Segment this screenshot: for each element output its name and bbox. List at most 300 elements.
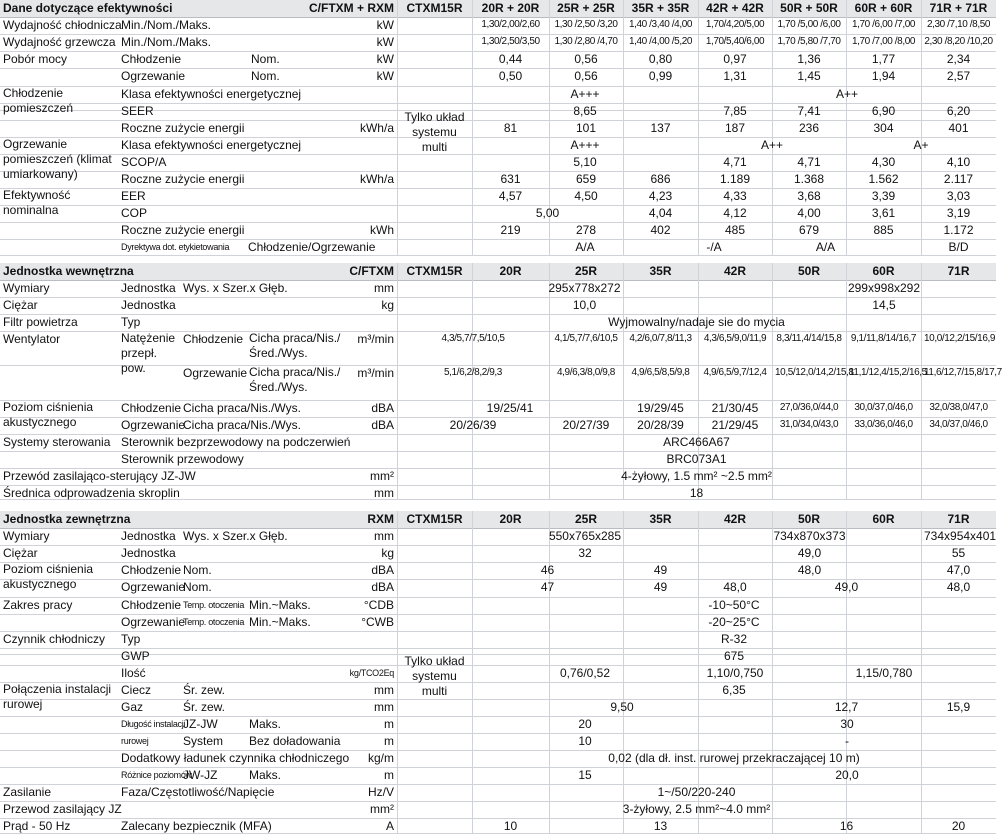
table-cell: Ogrzewanie [121,418,186,432]
table-cell: Wys. x Szer.x Głęb. [183,529,288,543]
table-cell: 27,0/36,0/44,0 [779,402,839,413]
table-cell: Min./Nom./Maks. [121,35,212,49]
header-cell: C/FTXM [349,264,394,278]
table-cell: 10 [503,819,518,833]
header-cell: 50R [797,512,820,526]
table-cell: 137 [650,121,671,135]
table-cell: 485 [724,223,746,237]
table-cell: 30 [840,717,854,731]
table-cell: 5,00 [535,206,560,220]
table-cell: Wymiary [3,529,50,543]
table-cell: 31,0/34,0/43,0 [779,419,839,430]
table-cell: mm² [370,802,394,816]
table-cell: 5,1/6,2/8,2/9,3 [444,367,502,378]
table-cell: Ogrzewanie [183,366,248,380]
table-cell: -/A [706,240,722,254]
table-cell: Nom. [251,52,280,66]
table-cell: 679 [798,223,820,237]
table-cell: 7,85 [723,104,747,118]
table-cell: kWh/a [359,172,394,186]
table-cell: 49,0 [797,546,822,560]
table-cell: rurowej [121,736,149,746]
table-cell: JW-JZ [183,768,218,782]
header-cell: Jednostka zewnętrzna [3,512,131,526]
header-cell: 25R + 25R [557,1,615,15]
table-cell: 299x998x292 [847,281,921,295]
header-cell: Dane dotyczące efektywności [3,1,173,15]
table-cell: 9,1/11,8/14/16,7 [850,333,917,344]
table-cell: 20 [951,819,966,833]
table-cell: 0,44 [498,52,523,66]
table-cell: 885 [873,223,894,237]
table-cell: 2,57 [946,69,971,83]
header-cell: CTXM15R [406,264,463,278]
table-cell: 1,70 /7,00 /8,00 [851,36,916,47]
section-outdoor [0,511,996,833]
table-cell: Tylko układ systemu multi [404,110,465,154]
table-cell: 30,0/37,0/46,0 [854,402,913,413]
table-cell: Chłodzenie pomieszczeń [3,86,74,115]
table-cell: 1.562 [868,172,899,186]
table-cell: 4,04 [648,206,673,220]
table-cell: 686 [650,172,671,186]
table-cell: 33,0/36,0/46,0 [854,419,913,430]
table-cell: m³/min [357,366,394,380]
table-cell: 2,30 /7,10 /8,50 [926,19,991,30]
table-cell: 278 [575,223,597,237]
table-cell: 2,30 /8,20 /10,20 [924,36,993,47]
table-cell: Nom. [183,563,212,577]
table-cell: Gaz [121,700,144,714]
table-cell: 7,41 [797,104,821,118]
table-cell: Jednostka [121,529,176,543]
table-cell: 8,3/11,4/14/15,8 [776,333,842,344]
table-cell: B/D [948,240,969,254]
table-cell: 48,0 [723,580,747,594]
table-cell: Wymiary [3,281,50,295]
header-cell: 71R + 71R [929,1,988,15]
table-cell: ARC466A67 [663,435,730,449]
table-cell: - [845,734,849,748]
table-cell: °CWB [361,615,394,629]
table-cell: 0,02 (dla dł. inst. rurowej przekraczającej 10 m) [608,751,860,765]
table-cell: Klasa efektywności energetycznej [121,138,302,152]
table-cell: 20/28/39 [637,418,684,432]
table-cell: 4,3/5,7/7,5/10,5 [441,333,505,344]
table-cell: Jednostka [121,281,176,295]
table-cell: Chłodzenie [121,563,182,577]
table-cell: 4,2/6,0/7,8/11,3 [629,333,692,344]
table-cell: kW [376,18,394,32]
header-cell: 35R [649,512,672,526]
table-cell: Temp. otoczenia [183,617,245,627]
section-indoor [0,263,1002,500]
table-cell: A/A [575,240,595,254]
table-cell: Chłodzenie/Ogrzewanie [248,240,376,254]
table-cell: 4,33 [723,189,747,203]
table-cell: Śr. zew. [183,700,226,714]
table-cell: Wys. x Szer.x Głęb. [183,281,288,295]
table-cell: -20~25°C [708,615,760,629]
table-cell: 1,94 [871,69,896,83]
table-cell: 1,77 [871,52,896,66]
table-cell: 20 [578,717,592,731]
table-cell: SEER [121,104,154,118]
header-cell: 20R + 20R [481,1,540,15]
table-cell: 4-żyłowy, 1.5 mm² ~2.5 mm² [621,469,772,483]
table-cell: JZ-JW [183,717,218,731]
table-cell: 659 [575,172,597,186]
table-cell: Różnice poziomów [121,770,192,780]
table-cell: kg [381,546,394,560]
table-cell: Cicha praca/Nis./ Śred./Wys. [249,331,341,360]
table-cell: 1.172 [943,223,974,237]
row-divider [0,255,996,256]
table-cell: 4,23 [648,189,673,203]
table-cell: A++ [835,87,859,101]
table-cell: Faza/Częstotliwość/Napięcie [121,785,275,799]
table-cell: 1,36 [797,52,821,66]
table-cell: m³/min [357,332,394,346]
table-cell: 4,1/5,7/7,6/10,5 [554,333,618,344]
table-cell: 48,0 [797,563,822,577]
table-cell: A [385,819,394,833]
table-cell: 20/26/39 [449,418,497,432]
table-cell: Filtr powietrza [3,315,78,329]
header-cell: 60R + 60R [854,1,913,15]
table-cell: Przewod zasilający JZ [3,802,122,816]
table-cell: 2,34 [946,52,971,66]
table-cell: 6,90 [871,104,896,118]
table-cell: 55 [951,546,966,560]
table-cell: 3-żyłowy, 2.5 mm²~4.0 mm² [622,802,771,816]
table-cell: 734x870x373 [773,529,846,543]
table-cell: Nom. [251,69,280,83]
table-cell: Zasilanie [3,785,52,799]
table-cell: 11,6/12,7/15,8/17,7 [924,367,1002,378]
table-cell: 48,0 [946,580,971,594]
table-cell: Ogrzewanie [121,615,186,629]
table-cell: A+++ [570,138,600,152]
table-cell: 1,70 /5,00 /6,00 [777,19,841,30]
table-cell: 3,19 [946,206,971,220]
table-cell: dBA [371,580,394,594]
table-cell: 32 [578,546,592,560]
table-cell: Połączenia instalacji rurowej [3,682,112,711]
table-cell: 1,30/2,00/2,60 [481,19,540,30]
table-cell: 11,1/12,4/15,2/16,5 [849,367,927,378]
table-cell: 20,0 [835,768,859,782]
table-cell: 187 [724,121,746,135]
table-cell: 401 [948,121,969,135]
table-cell: 631 [500,172,521,186]
table-cell: Klasa efektywności energetycznej [121,87,302,101]
table-cell: 1,70 /6,00 /7,00 [851,19,916,30]
table-cell: Przewód zasilająco-sterujący JZ-JW [3,469,196,483]
table-cell: 49 [653,580,668,594]
table-cell: 1,40 /4,00 /5,20 [628,36,693,47]
table-cell: 49 [653,563,668,577]
table-cell: kWh [370,223,394,237]
table-cell: Min./Nom./Maks. [121,18,212,32]
table-cell: m [384,734,394,748]
table-cell: Wyjmowalny/nadaje sie do mycia [608,315,785,329]
table-cell: °CDB [363,598,394,612]
table-cell: Hz/V [367,785,394,799]
table-cell: Systemy sterowania [3,435,111,449]
table-cell: Bez doładowania [249,734,341,748]
table-cell: Cicha praca/Nis./ Śred./Wys. [249,365,341,394]
table-cell: 46 [540,563,555,577]
table-cell: Sterownik bezprzewodowy na podczerwień [121,435,351,449]
table-cell: 0,76/0,52 [559,666,611,680]
table-cell: 675 [723,649,745,663]
table-cell: 8,65 [573,104,597,118]
table-cell: 1,10/0,750 [706,666,764,680]
header-cell: 25R [574,264,597,278]
table-cell: Maks. [249,768,282,782]
table-cell: Roczne zużycie energii [121,223,245,237]
table-cell: 4,71 [723,155,747,169]
table-cell: 4,9/6,5/8,5/9,8 [631,367,690,378]
header-cell: Jednostka wewnętrzna [3,264,134,278]
header-cell: 71R [947,264,970,278]
header-cell: 35R + 35R [631,1,690,15]
table-cell: 81 [503,121,518,135]
table-cell: Jednostka [121,298,176,312]
table-cell: COP [121,206,148,220]
table-cell: Pobór mocy [3,52,68,66]
table-cell: Jednostka [121,546,176,560]
table-cell: 3,68 [797,189,821,203]
table-cell: Maks. [249,717,282,731]
table-cell: 10,0/12,2/15/16,9 [924,333,996,344]
table-cell: Nom. [183,580,212,594]
table-cell: 6,20 [946,104,971,118]
table-cell: dBA [371,401,394,415]
table-cell: dBA [371,418,394,432]
table-cell: mm [374,529,394,543]
table-cell: 47,0 [946,563,971,577]
table-cell: kg [381,298,394,312]
table-cell: BRC073A1 [666,452,727,466]
table-cell: Chłodzenie [121,52,182,66]
table-cell: Sterownik przewodowy [121,452,244,466]
table-cell: R-32 [720,632,747,646]
table-cell: 20/27/39 [562,418,610,432]
table-cell: 18 [689,486,704,500]
table-cell: 32,0/38,0/47,0 [929,402,988,413]
table-cell: mm [374,281,394,295]
table-cell: 3,39 [871,189,896,203]
table-cell: Średnica odprowadzenia skroplin [3,486,180,500]
table-cell: 0,97 [723,52,747,66]
table-cell: 15 [578,768,592,782]
header-cell: 35R [649,264,672,278]
table-cell: GWP [121,649,150,663]
table-cell: mm [374,700,394,714]
table-cell: kW [376,35,394,49]
table-cell: Wentylator [3,332,61,346]
section-eff [0,0,996,255]
table-cell: A+ [913,138,929,152]
table-cell: Dyrektywa dot. etykietowania [121,242,230,252]
table-cell: 304 [873,121,894,135]
table-cell: Wydajność chłodnicza [3,18,122,32]
table-cell: m [384,768,394,782]
table-cell: 34,0/37,0/46,0 [929,419,988,430]
table-cell: Roczne zużycie energii [121,172,245,186]
table-cell: 10,0 [572,298,597,312]
table-cell: -10~50°C [708,598,760,612]
table-cell: Wydajność grzewcza [3,35,116,49]
header-cell: 50R [797,264,820,278]
table-cell: Zalecany bezpiecznik (MFA) [121,819,272,833]
table-cell: Ilość [121,666,146,680]
table-cell: Roczne zużycie energii [121,121,245,135]
table-cell: 4,71 [797,155,821,169]
table-cell: 1,40 /3,40 /4,00 [628,19,693,30]
table-cell: 1,15/0,780 [855,666,913,680]
table-cell: 402 [650,223,671,237]
table-cell: 4,30 [871,155,896,169]
header-cell: 20R [499,512,522,526]
table-cell: 4,3/6,5/9,0/11,9 [703,333,767,344]
table-cell: Ogrzewanie [121,69,186,83]
table-cell: A++ [760,138,784,152]
header-cell: CTXM15R [406,1,463,15]
table-cell: 0,56 [574,69,598,83]
table-cell: 3,61 [871,206,896,220]
table-cell: 49,0 [834,580,859,594]
table-cell: Cicha praca/Nis./Wys. [183,418,301,432]
table-cell: 1,31 [723,69,747,83]
table-cell: 550x765x285 [548,529,622,543]
table-cell: Typ [121,632,141,646]
table-cell: 2.117 [943,172,974,186]
table-cell: 13 [653,819,668,833]
table-cell: Ciężar [3,546,38,560]
table-cell: 1~/50/220-240 [657,785,736,799]
table-cell: 0,50 [498,69,523,83]
table-cell: 10,5/12,0/14,2/15,8 [775,367,854,378]
table-cell: EER [121,189,146,203]
table-cell: 1,30 /2,80 /4,70 [554,36,618,47]
table-cell: 6,35 [722,683,746,697]
table-cell: Śr. zew. [183,683,226,697]
table-cell: 236 [798,121,820,135]
table-cell: Ogrzewanie [121,580,186,594]
table-cell: 21/29/45 [711,418,759,432]
table-cell: mm [374,683,394,697]
table-cell: 295x778x272 [548,281,621,295]
table-cell: 219 [500,223,521,237]
table-cell: System [183,734,224,748]
table-cell: Ciężar [3,298,38,312]
table-cell: kWh/a [359,121,394,135]
table-cell: 1,30/2,50/3,50 [481,36,540,47]
table-cell: 1,70 /5,80 /7,70 [777,36,841,47]
table-cell: Typ [121,315,141,329]
table-cell: Poziom ciśnienia akustycznego [3,562,94,591]
header-cell: 20R [499,264,522,278]
table-cell: SCOP/A [121,155,167,169]
header-cell: 71R [947,512,970,526]
table-cell: 10 [578,734,592,748]
table-cell: kW [376,69,394,83]
table-cell: Chłodzenie [183,332,244,346]
table-cell: 4,57 [498,189,523,203]
table-cell: kW [376,52,394,66]
table-cell: Chłodzenie [121,598,182,612]
table-cell: 21/30/45 [711,401,759,415]
table-cell: 15,9 [946,700,971,714]
header-cell: C/FTXM + RXM [308,1,394,15]
table-cell: 0,99 [648,69,673,83]
table-cell: Tylko układ systemu multi [404,654,465,698]
table-cell: Dodatkowy ładunek czynnika chłodniczego [121,751,350,765]
header-cell: 42R [723,512,746,526]
table-cell: 9,50 [610,700,634,714]
table-cell: 0,56 [574,52,598,66]
table-cell: 3,03 [946,189,971,203]
header-cell: RXM [367,512,394,526]
header-cell: 42R + 42R [706,1,764,15]
table-cell: 19/25/41 [486,401,534,415]
table-cell: 1,70/5,40/6,00 [705,36,765,47]
table-cell: A+++ [570,87,600,101]
table-cell: 1.189 [719,172,751,186]
header-cell: CTXM15R [406,512,463,526]
table-cell: Efektywność nominalna [3,188,71,217]
table-cell: Długość instalacji [121,719,186,729]
table-cell: kg/m [367,751,394,765]
table-cell: 4,9/6,3/8,0/9,8 [557,367,615,378]
table-cell: Min.~Maks. [249,598,311,612]
table-cell: Prąd - 50 Hz [3,819,71,833]
table-cell: 12,7 [834,700,859,714]
table-cell: Min.~Maks. [249,615,311,629]
header-cell: 60R [872,264,895,278]
table-cell: A/A [815,240,836,254]
table-cell: 4,9/6,5/9,7/12,4 [703,367,767,378]
table-cell: Chłodzenie [121,401,182,415]
table-cell: 47 [540,580,555,594]
table-cell: kg/TCO2Eq [349,668,394,678]
table-cell: 4,10 [946,155,971,169]
table-cell: Zakres pracy [3,598,73,612]
table-cell: mm [374,486,394,500]
table-cell: 734x954x401 [924,529,997,543]
header-cell: 42R [723,264,746,278]
header-cell: 50R + 50R [780,1,838,15]
table-cell: 1,45 [797,69,821,83]
table-cell: 1.368 [793,172,825,186]
table-cell: Poziom ciśnienia akustycznego [3,400,94,429]
table-cell: 101 [575,121,597,135]
table-cell: 19/29/45 [637,401,684,415]
table-cell: 1,30 /2,50 /3,20 [554,19,618,30]
table-cell: 16 [839,819,854,833]
table-cell: 4,00 [797,206,821,220]
table-cell: Ciecz [121,683,152,697]
table-cell: 5,10 [573,155,597,169]
table-cell: m [384,717,394,731]
table-cell: 1,70/4,20/5,00 [705,19,765,30]
table-cell: 4,50 [574,189,598,203]
table-cell: Czynnik chłodniczy [3,632,106,646]
table-cell: 4,12 [723,206,747,220]
